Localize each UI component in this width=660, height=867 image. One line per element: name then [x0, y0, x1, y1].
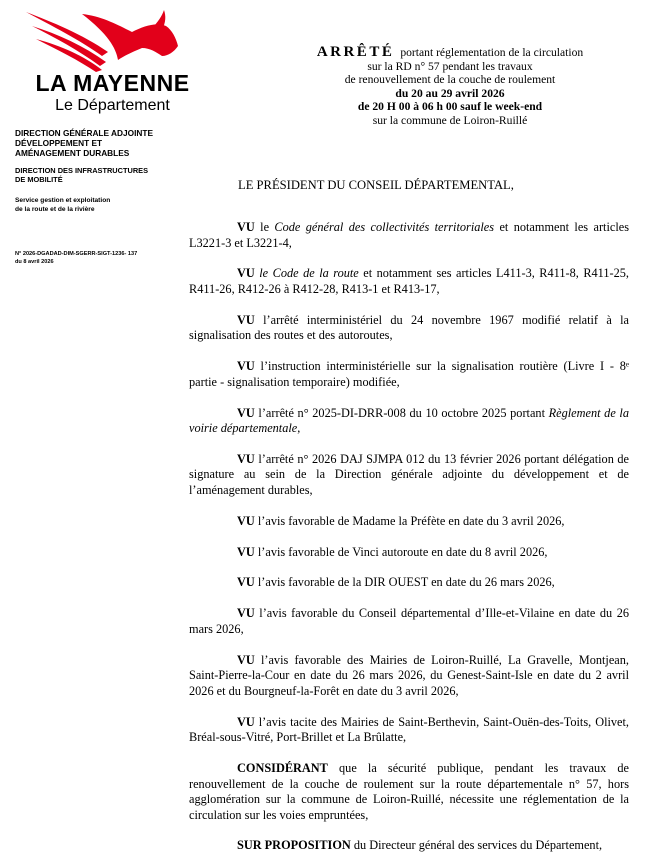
paragraph-text: l’avis favorable de la DIR OUEST en date du 26 mars 2026,: [257, 575, 555, 590]
considerant-label: CONSIDÉRANT: [237, 760, 328, 775]
paragraph-italic: le Code de la route: [259, 266, 359, 281]
vu-label: VU: [237, 359, 255, 374]
paragraph-italic: Code général des collectivités territoriales: [274, 220, 495, 234]
sidebar-direction-line: DE MOBILITÉ: [15, 175, 63, 184]
vu-paragraph: [189, 266, 629, 297]
vu-label: VU: [237, 606, 255, 621]
paragraph-text: que la sécurité publique, pendant les travaux de renouvellement de la couche de roulement sur la route départementale n° 57, hors agglomération sur la commune de Loiron-Ruillé, nécessite une réglementation de la circulation sur les voies empruntées,: [189, 760, 629, 822]
vu-paragraph: [189, 653, 629, 700]
vu-paragraph: [189, 606, 629, 637]
logo-subtitle: Le Département: [55, 97, 170, 114]
title-hours: de 20 H 00 à 06 h 00 sauf le week-end: [357, 100, 543, 114]
title-line: de renouvellement de la couche de roulement: [344, 73, 556, 87]
paragraph-text: l’avis favorable du Conseil départemental d’Ille-et-Vilaine en date du 26 mars 2026,: [189, 606, 629, 636]
vu-paragraph: [189, 545, 629, 561]
vu-label: VU: [237, 405, 255, 420]
vu-paragraph: [189, 220, 629, 251]
paragraph-text: l’instruction interministérielle sur la signalisation routière (Livre I - 8ᵉ partie - signalisation temporaire) modifiée,: [189, 359, 629, 389]
vu-paragraph: [189, 514, 629, 530]
paragraph-text: ,: [297, 421, 301, 436]
vu-paragraph: [189, 452, 629, 499]
document-body: [189, 220, 629, 867]
paragraph-text: le: [260, 220, 270, 234]
sidebar-service-line: de la route et de la rivière: [15, 205, 95, 213]
paragraph-text: l’arrêté n° 2026 DAJ SJMPA 012 du 13 février 2026 portant délégation de signature au sein de la Direction générale adjointe du développement et de l’aménagement durables,: [189, 451, 629, 498]
reference-date: du 8 avril 2026: [15, 258, 54, 265]
title-dates: du 20 au 29 avril 2026: [395, 86, 505, 100]
sidebar-direction: [15, 166, 175, 184]
vu-paragraph: [189, 313, 629, 344]
vu-label: VU: [237, 451, 255, 466]
vu-label: VU: [237, 714, 255, 729]
paragraph-text: l’avis favorable des Mairies de Loiron-Ruillé, La Gravelle, Montjean, Saint-Pierre-la-Cour en date du 26 mars 2026, du Genest-Saint-Isle en date du 2 avril 2026 et du Bourgneuf-la-Forêt en date du 3 avril 2026,: [189, 652, 629, 698]
vu-paragraph: [189, 359, 629, 390]
sidebar-department: [15, 128, 175, 158]
vu-paragraph: [189, 715, 629, 746]
title-line: sur la RD n° 57 pendant les travaux: [367, 59, 533, 73]
paragraph-italic: Règlement de la voirie départementale: [189, 405, 630, 436]
proposition-label: SUR PROPOSITION: [237, 838, 351, 853]
vu-label: VU: [237, 575, 255, 590]
title-commune: sur la commune de Loiron-Ruillé: [372, 113, 528, 127]
vu-label: VU: [237, 513, 255, 528]
paragraph-text: du Directeur général des services du Département,: [353, 838, 603, 853]
paragraph-text: l’arrêté n° 2025-DI-DRR-008 du 10 octobre 2025 portant: [258, 405, 545, 420]
vu-paragraph: [189, 406, 629, 437]
considerant-paragraph: [189, 761, 629, 823]
arrete-title: [250, 46, 650, 128]
paragraph-text: l’avis tacite des Mairies de Saint-Berthevin, Saint-Ouën-des-Toits, Olivet, Bréal-sous-Vitré, Port-Brillet et La Brûlatte,: [189, 714, 630, 745]
sidebar-dept-line: DÉVELOPPEMENT ET: [15, 138, 103, 148]
horse-head-logo-icon: [22, 8, 182, 74]
vu-label: VU: [237, 544, 255, 559]
sidebar-service-line: Service gestion et exploitation: [15, 197, 111, 204]
reference-number: N° 2026-DGADAD-DIM-SGERR-SIGT-1236- 137: [15, 251, 138, 257]
paragraph-text: l’avis favorable de Madame la Préfète en date du 3 avril 2026,: [257, 513, 565, 528]
sidebar-reference: [15, 251, 175, 266]
arrete-heading: ARRÊTÉ: [316, 44, 395, 60]
sidebar-direction-line: DIRECTION DES INFRASTRUCTURES: [15, 166, 149, 175]
vu-label: VU: [237, 652, 255, 667]
logo-title: LA MAYENNE: [35, 70, 190, 96]
paragraph-text: et notamment les articles L3221-3 et L3221-4,: [189, 220, 629, 250]
paragraph-text: et notamment ses articles L411-3, R411-8, R411-25, R411-26, R412-26 à R412-28, R413-1 et R413-17,: [189, 266, 629, 296]
president-heading: LE PRÉSIDENT DU CONSEIL DÉPARTEMENTAL,: [238, 178, 514, 192]
sidebar-dept-line: AMÉNAGEMENT DURABLES: [15, 148, 130, 158]
title-line: portant réglementation de la circulation: [400, 46, 584, 59]
vu-paragraph: [189, 575, 629, 591]
paragraph-text: l’arrêté interministériel du 24 novembre 1967 modifié relatif à la signalisation des routes et des autoroutes,: [189, 312, 629, 343]
department-logo: [22, 8, 190, 114]
sidebar-service: [15, 197, 175, 214]
vu-label: VU: [237, 220, 255, 234]
proposition-paragraph: [189, 838, 629, 854]
vu-label: VU: [237, 266, 255, 281]
sidebar-dept-line: DIRECTION GÉNÉRALE ADJOINTE: [15, 128, 153, 138]
paragraph-text: l’avis favorable de Vinci autoroute en date du 8 avril 2026,: [257, 544, 548, 559]
vu-label: VU: [237, 312, 255, 327]
